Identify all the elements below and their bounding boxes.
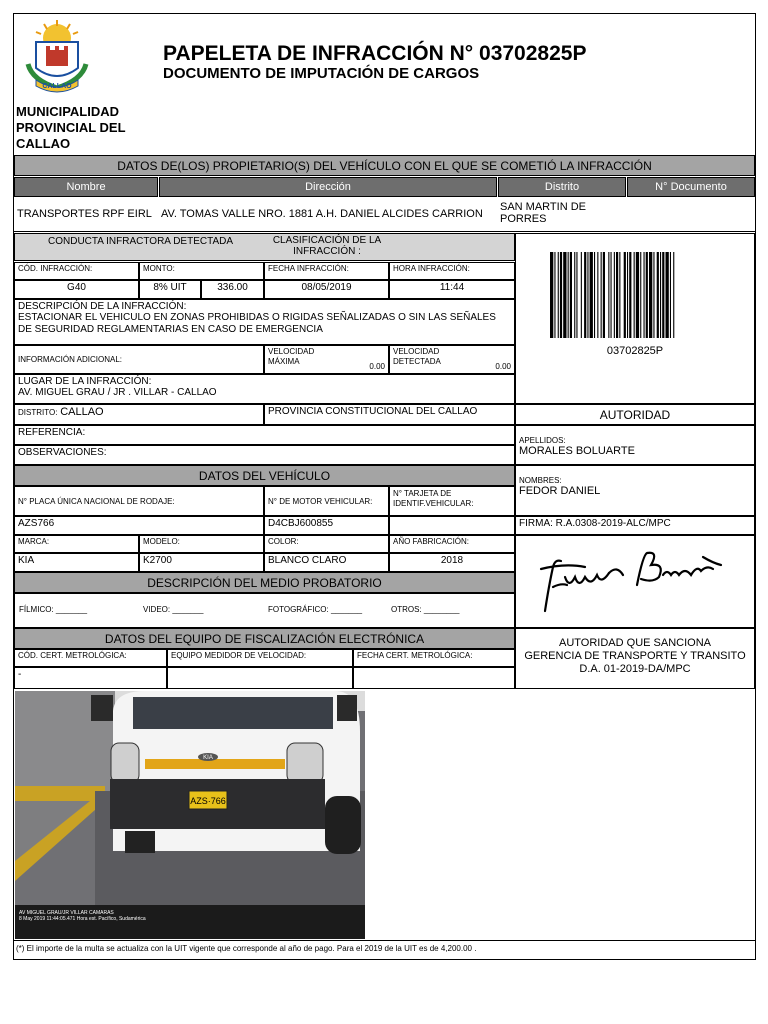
max-speed-cell: VELOCIDAD MÁXIMA 0.00 xyxy=(264,345,389,374)
col-address-header: Dirección xyxy=(159,177,497,197)
cert-value: - xyxy=(14,667,167,689)
barcode-bar xyxy=(624,252,626,338)
barcode-bar xyxy=(584,252,586,338)
vehicle-brand: KIA xyxy=(14,553,139,572)
place-value: AV. MIGUEL GRAU / JR . VILLAR - CALLAO xyxy=(18,387,217,398)
barcode-bar xyxy=(590,252,593,338)
col-doc-header: N° Documento xyxy=(627,177,755,197)
description-text: ESTACIONAR EL VEHICULO EN ZONAS PROHIBIDAS O RIGIDAS SEÑALIZADAS O SIN LAS SEÑALES DE SEGURIDAD REGLAMENTARIAS EN CASO DE EMERGENCIA xyxy=(18,312,496,335)
year-label: AÑO FABRICACIÓN: xyxy=(389,535,515,553)
evidence-photo-image xyxy=(15,691,365,939)
code-label: CÓD. INFRACCIÓN: xyxy=(14,262,139,280)
barcode-bar xyxy=(666,252,669,338)
barcode-bar xyxy=(673,252,674,338)
evidence-film: FÍLMICO: _______ xyxy=(19,605,88,614)
footnote: (*) El importe de la multa se actualiza con la UIT vigente que corresponde al año de pago. Para el 2019 de la UIT es de 4,200.00 . xyxy=(16,944,477,953)
logo-text: CALLAO xyxy=(42,83,72,90)
evidence-photo: FOTOGRÁFICO: _______ xyxy=(268,605,363,614)
owner-district: SAN MARTIN DE PORRES xyxy=(500,201,586,225)
barcode-bar xyxy=(644,252,645,338)
conduct-label: CONDUCTA INFRACTORA DETECTADA xyxy=(48,236,234,247)
barcode-bar xyxy=(558,252,559,338)
col-district-header: Distrito xyxy=(498,177,626,197)
max-speed-value: 0.00 xyxy=(369,362,385,371)
barcode-bar xyxy=(649,252,652,338)
owner-name: TRANSPORTES RPF EIRL xyxy=(17,208,152,220)
photo-plate: AZS·766 xyxy=(190,796,226,806)
vehicle-engine: D4CBJ600855 xyxy=(264,516,389,535)
model-label: MODELO: xyxy=(139,535,264,553)
col-name-header: Nombre xyxy=(14,177,158,197)
place-cell: LUGAR DE LA INFRACCIÓN: AV. MIGUEL GRAU / JR . VILLAR - CALLAO xyxy=(14,374,515,404)
signature-image xyxy=(535,545,730,615)
vehicle-model: K2700 xyxy=(139,553,264,572)
barcode-bar xyxy=(601,252,602,338)
vehicle-color: BLANCO CLARO xyxy=(264,553,389,572)
surname-cell: APELLIDOS: MORALES BOLUARTE xyxy=(515,425,755,465)
engine-label: N° DE MOTOR VEHICULAR: xyxy=(264,486,389,516)
barcode-bar xyxy=(554,252,555,338)
municipality-logo xyxy=(22,20,92,95)
barcode-bar xyxy=(550,252,553,338)
document-title: PAPELETA DE INFRACCIÓN N° 03702825P xyxy=(163,42,587,65)
amount-label: MONTO: xyxy=(139,262,264,280)
barcode xyxy=(550,252,720,338)
barcode-bar xyxy=(581,252,582,338)
cert-label: CÓD. CERT. METROLÓGICA: xyxy=(14,649,167,667)
barcode-bar xyxy=(660,252,661,338)
description-label: DESCRIPCIÓN DE LA INFRACCIÓN: xyxy=(18,301,187,312)
evidence-band: DESCRIPCIÓN DEL MEDIO PROBATORIO xyxy=(14,572,515,593)
observations-cell: OBSERVACIONES: xyxy=(14,445,515,465)
evidence-video: VIDEO: _______ xyxy=(143,605,204,614)
detected-speed-value: 0.00 xyxy=(495,362,511,371)
evidence-other: OTROS: ________ xyxy=(391,605,460,614)
barcode-bar xyxy=(576,252,577,338)
barcode-bar xyxy=(657,252,659,338)
barcode-bar xyxy=(570,252,572,338)
description-cell xyxy=(14,299,515,345)
barcode-bar xyxy=(568,252,569,338)
infraction-code: G40 xyxy=(14,280,139,299)
barcode-bar xyxy=(653,252,654,338)
barcode-bar xyxy=(634,252,635,338)
meter-label: EQUIPO MEDIDOR DE VELOCIDAD: xyxy=(167,649,353,667)
brand-label: MARCA: xyxy=(14,535,139,553)
district-cell: DISTRITO: CALLAO xyxy=(14,404,264,425)
vehicle-year: 2018 xyxy=(389,553,515,572)
infraction-time: 11:44 xyxy=(389,280,515,299)
sanction-cell: AUTORIDAD QUE SANCIONA GERENCIA DE TRANSPORTE Y TRANSITO D.A. 01-2019-DA/MPC xyxy=(515,628,755,689)
barcode-bar xyxy=(670,252,671,338)
barcode-bar xyxy=(587,252,588,338)
barcode-bar xyxy=(646,252,648,338)
barcode-bar xyxy=(611,252,612,338)
barcode-bar xyxy=(640,252,641,338)
signature-label: FIRMA: R.A.0308-2019-ALC/MPC xyxy=(515,516,755,535)
classification-label: CLASIFICACIÓN DE LA INFRACCIÓN : xyxy=(272,235,382,257)
barcode-bar xyxy=(614,252,615,338)
barcode-number: 03702825P xyxy=(606,345,664,357)
vehicle-card xyxy=(389,516,515,535)
names-cell: NOMBRES: FEDOR DANIEL xyxy=(515,465,755,516)
infraction-amount: 336.00 xyxy=(201,280,264,299)
barcode-bar xyxy=(597,252,598,338)
authority-surname: MORALES BOLUARTE xyxy=(519,445,635,457)
authority-band: AUTORIDAD xyxy=(515,404,755,425)
barcode-bar xyxy=(616,252,618,338)
photo-brand: KIA xyxy=(203,755,213,761)
photo-caption-1: AV MIGUEL GRAU/JR VILLAR CAMARAS xyxy=(19,910,114,916)
barcode-bar xyxy=(608,252,609,338)
cert-date-value xyxy=(353,667,515,689)
extra-info-label: INFORMACIÓN ADICIONAL: xyxy=(14,345,264,374)
vehicle-plate: AZS766 xyxy=(14,516,264,535)
date-label: FECHA INFRACCIÓN: xyxy=(264,262,389,280)
time-label: HORA INFRACCIÓN: xyxy=(389,262,515,280)
reference-cell: REFERENCIA: xyxy=(14,425,515,445)
barcode-bar xyxy=(594,252,595,338)
photo-caption-2: 8 May 2019 11:44:05.471 Hora est. Pacífico, Sudamérica xyxy=(19,916,146,922)
barcode-bar xyxy=(662,252,664,338)
owner-band: DATOS DE(LOS) PROPIETARIO(S) DEL VEHÍCULO CON EL QUE SE COMETIÓ LA INFRACCIÓN xyxy=(14,155,755,176)
barcode-bar xyxy=(560,252,562,338)
cert-date-label: FECHA CERT. METROLÓGICA: xyxy=(353,649,515,667)
barcode-bar xyxy=(563,252,566,338)
vehicle-band: DATOS DEL VEHÍCULO xyxy=(14,465,515,486)
barcode-bar xyxy=(603,252,605,338)
barcode-bar xyxy=(619,252,620,338)
detected-speed-cell: VELOCIDAD DETECTADA 0.00 xyxy=(389,345,515,374)
district-value: CALLAO xyxy=(60,406,104,418)
barcode-bar xyxy=(574,252,575,338)
owner-address: AV. TOMAS VALLE NRO. 1881 A.H. DANIEL ALCIDES CARRION xyxy=(161,208,483,220)
infraction-uit: 8% UIT xyxy=(139,280,201,299)
authority-names: FEDOR DANIEL xyxy=(519,485,601,497)
barcode-bar xyxy=(629,252,631,338)
document-subtitle: DOCUMENTO DE IMPUTACIÓN DE CARGOS xyxy=(163,65,480,82)
plate-label: N° PLACA ÚNICA NACIONAL DE RODAJE: xyxy=(14,486,264,516)
infraction-date: 08/05/2019 xyxy=(264,280,389,299)
province-cell: PROVINCIA CONSTITUCIONAL DEL CALLAO xyxy=(264,404,515,425)
barcode-bar xyxy=(627,252,628,338)
barcode-bar xyxy=(636,252,639,338)
meter-value xyxy=(167,667,353,689)
equipment-band: DATOS DEL EQUIPO DE FISCALIZACIÓN ELECTRÓNICA xyxy=(14,628,515,649)
municipality-name: MUNICIPALIDAD PROVINCIAL DEL CALLAO xyxy=(16,104,126,151)
card-label: N° TARJETA DE IDENTIF.VEHICULAR: xyxy=(389,486,515,516)
color-label: COLOR: xyxy=(264,535,389,553)
